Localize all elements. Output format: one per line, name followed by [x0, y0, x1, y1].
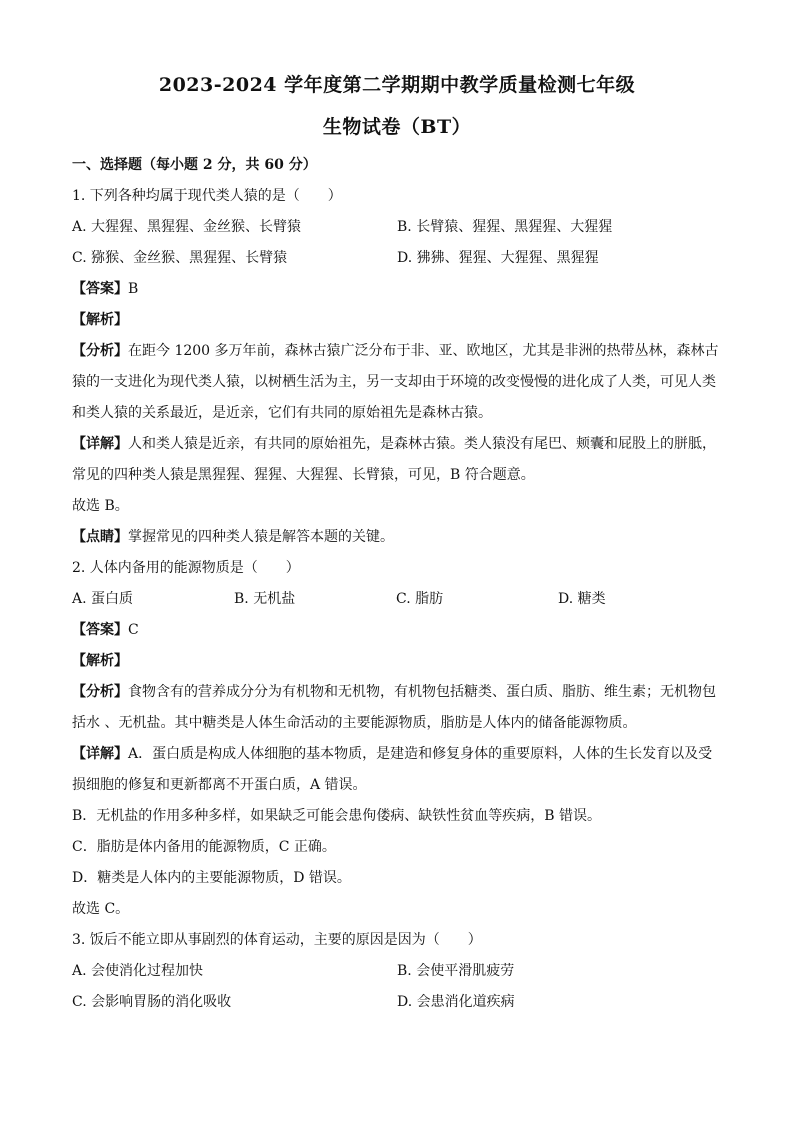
q3-options-row2 — [72, 987, 722, 1018]
q3-options-row1 — [72, 956, 722, 987]
q2-line-c: C．脂肪是体内备用的能源物质，C 正确。 — [72, 839, 336, 855]
q2-line-b: B．无机盐的作用多种多样，如果缺乏可能会患佝偻病、缺铁性贫血等疾病，B 错误。 — [72, 808, 602, 824]
exam-subtitle: 生物试卷（BT） — [322, 116, 472, 138]
q2-conclusion: 故选 C。 — [72, 901, 130, 917]
dianjing-label: 【点睛】 — [72, 529, 128, 545]
q2-analysis-heading — [72, 646, 722, 677]
section-heading: 一、选择题（每小题 2 分，共 60 分） — [72, 157, 317, 173]
xiangjie-label: 【详解】 — [72, 436, 128, 452]
q2-answer — [72, 615, 722, 646]
fenxi-label: 【分析】 — [72, 684, 128, 700]
q1-fenxi-text: 在距今 1200 多万年前，森林古猿广泛分布于非、亚、欧地区，尤其是非洲的热带丛林，森林古猿的一支进化为现代类人猿，以树栖生活为主，另一支却由于环境的改变慢慢的进化成了人类，可见人类和类人猿的关系最近，是近亲，它们有共同的原始祖先是森林古猿。 — [72, 343, 719, 421]
q1-option-d: D. 狒狒、猩猩、大猩猩、黑猩猩 — [397, 250, 599, 266]
q2-xiangjie-text: A．蛋白质是构成人体细胞的基本物质，是建造和修复身体的重要原料，人体的生长发育以及受损细胞的修复和更新都离不开蛋白质，A 错误。 — [72, 746, 713, 793]
q2-options-row — [72, 584, 722, 615]
q1-answer-value: B — [128, 281, 139, 297]
q1-answer — [72, 274, 722, 305]
q1-dianjing-text: 掌握常见的四种类人猿是解答本题的关键。 — [128, 529, 394, 545]
q1-stem: 1. 下列各种均属于现代类人猿的是（ ） — [72, 188, 342, 204]
q1-options-row2 — [72, 243, 722, 274]
exam-body — [72, 150, 722, 1018]
q3-option-d: D. 会患消化道疾病 — [397, 994, 515, 1010]
q3-option-c: C. 会影响胃肠的消化吸收 — [72, 994, 232, 1010]
q3-stem: 3. 饭后不能立即从事剧烈的体育运动，主要的原因是因为（ ） — [72, 932, 482, 948]
q2-fenxi-text: 食物含有的营养成分分为有机物和无机物，有机物包括糖类、蛋白质、脂肪、维生素；无机物包括水 、无机盐。其中糖类是人体生命活动的主要能源物质，脂肪是人体内的储备能源物质。 — [72, 684, 716, 731]
q2-line-d: D．糖类是人体内的主要能源物质，D 错误。 — [72, 870, 351, 886]
q1-xiangjie-text: 人和类人猿是近亲，有共同的原始祖先，是森林古猿。类人猿没有尾巴、颊囊和屁股上的胼胝，常见的四种类人猿是黑猩猩、猩猩、大猩猩、长臂猿，可见，B 符合题意。 — [72, 436, 716, 483]
q2-option-c: C. 脂肪 — [396, 591, 444, 607]
q1-option-b: B. 长臂猿、猩猩、黑猩猩、大猩猩 — [397, 219, 613, 235]
q1-fenxi — [72, 336, 722, 429]
q1-xiangjie — [72, 429, 722, 491]
analysis-label: 【解析】 — [72, 312, 128, 328]
q2-option-d: D. 糖类 — [558, 591, 606, 607]
q2-stem: 2. 人体内备用的能源物质是（ ） — [72, 560, 300, 576]
q3-option-b: B. 会使平滑肌疲劳 — [397, 963, 515, 979]
q2-fenxi — [72, 677, 722, 739]
q2-option-b: B. 无机盐 — [234, 591, 296, 607]
q2-xiangjie — [72, 739, 722, 801]
answer-label: 【答案】 — [72, 281, 128, 297]
q2-answer-value: C — [128, 622, 139, 638]
q1-option-a: A. 大猩猩、黑猩猩、金丝猴、长臂猿 — [72, 219, 302, 235]
fenxi-label: 【分析】 — [72, 343, 128, 359]
q3-option-a: A. 会使消化过程加快 — [72, 963, 204, 979]
q1-conclusion: 故选 B。 — [72, 498, 129, 514]
q1-analysis-heading — [72, 305, 722, 336]
q1-option-c: C. 猕猴、金丝猴、黑猩猩、长臂猿 — [72, 250, 288, 266]
q1-dianjing — [72, 522, 722, 553]
q1-options-row1 — [72, 212, 722, 243]
analysis-label: 【解析】 — [72, 653, 128, 669]
q2-option-a: A. 蛋白质 — [72, 591, 134, 607]
answer-label: 【答案】 — [72, 622, 128, 638]
exam-title: 2023-2024 学年度第二学期期中教学质量检测七年级 — [158, 74, 636, 96]
xiangjie-label: 【详解】 — [72, 746, 128, 762]
